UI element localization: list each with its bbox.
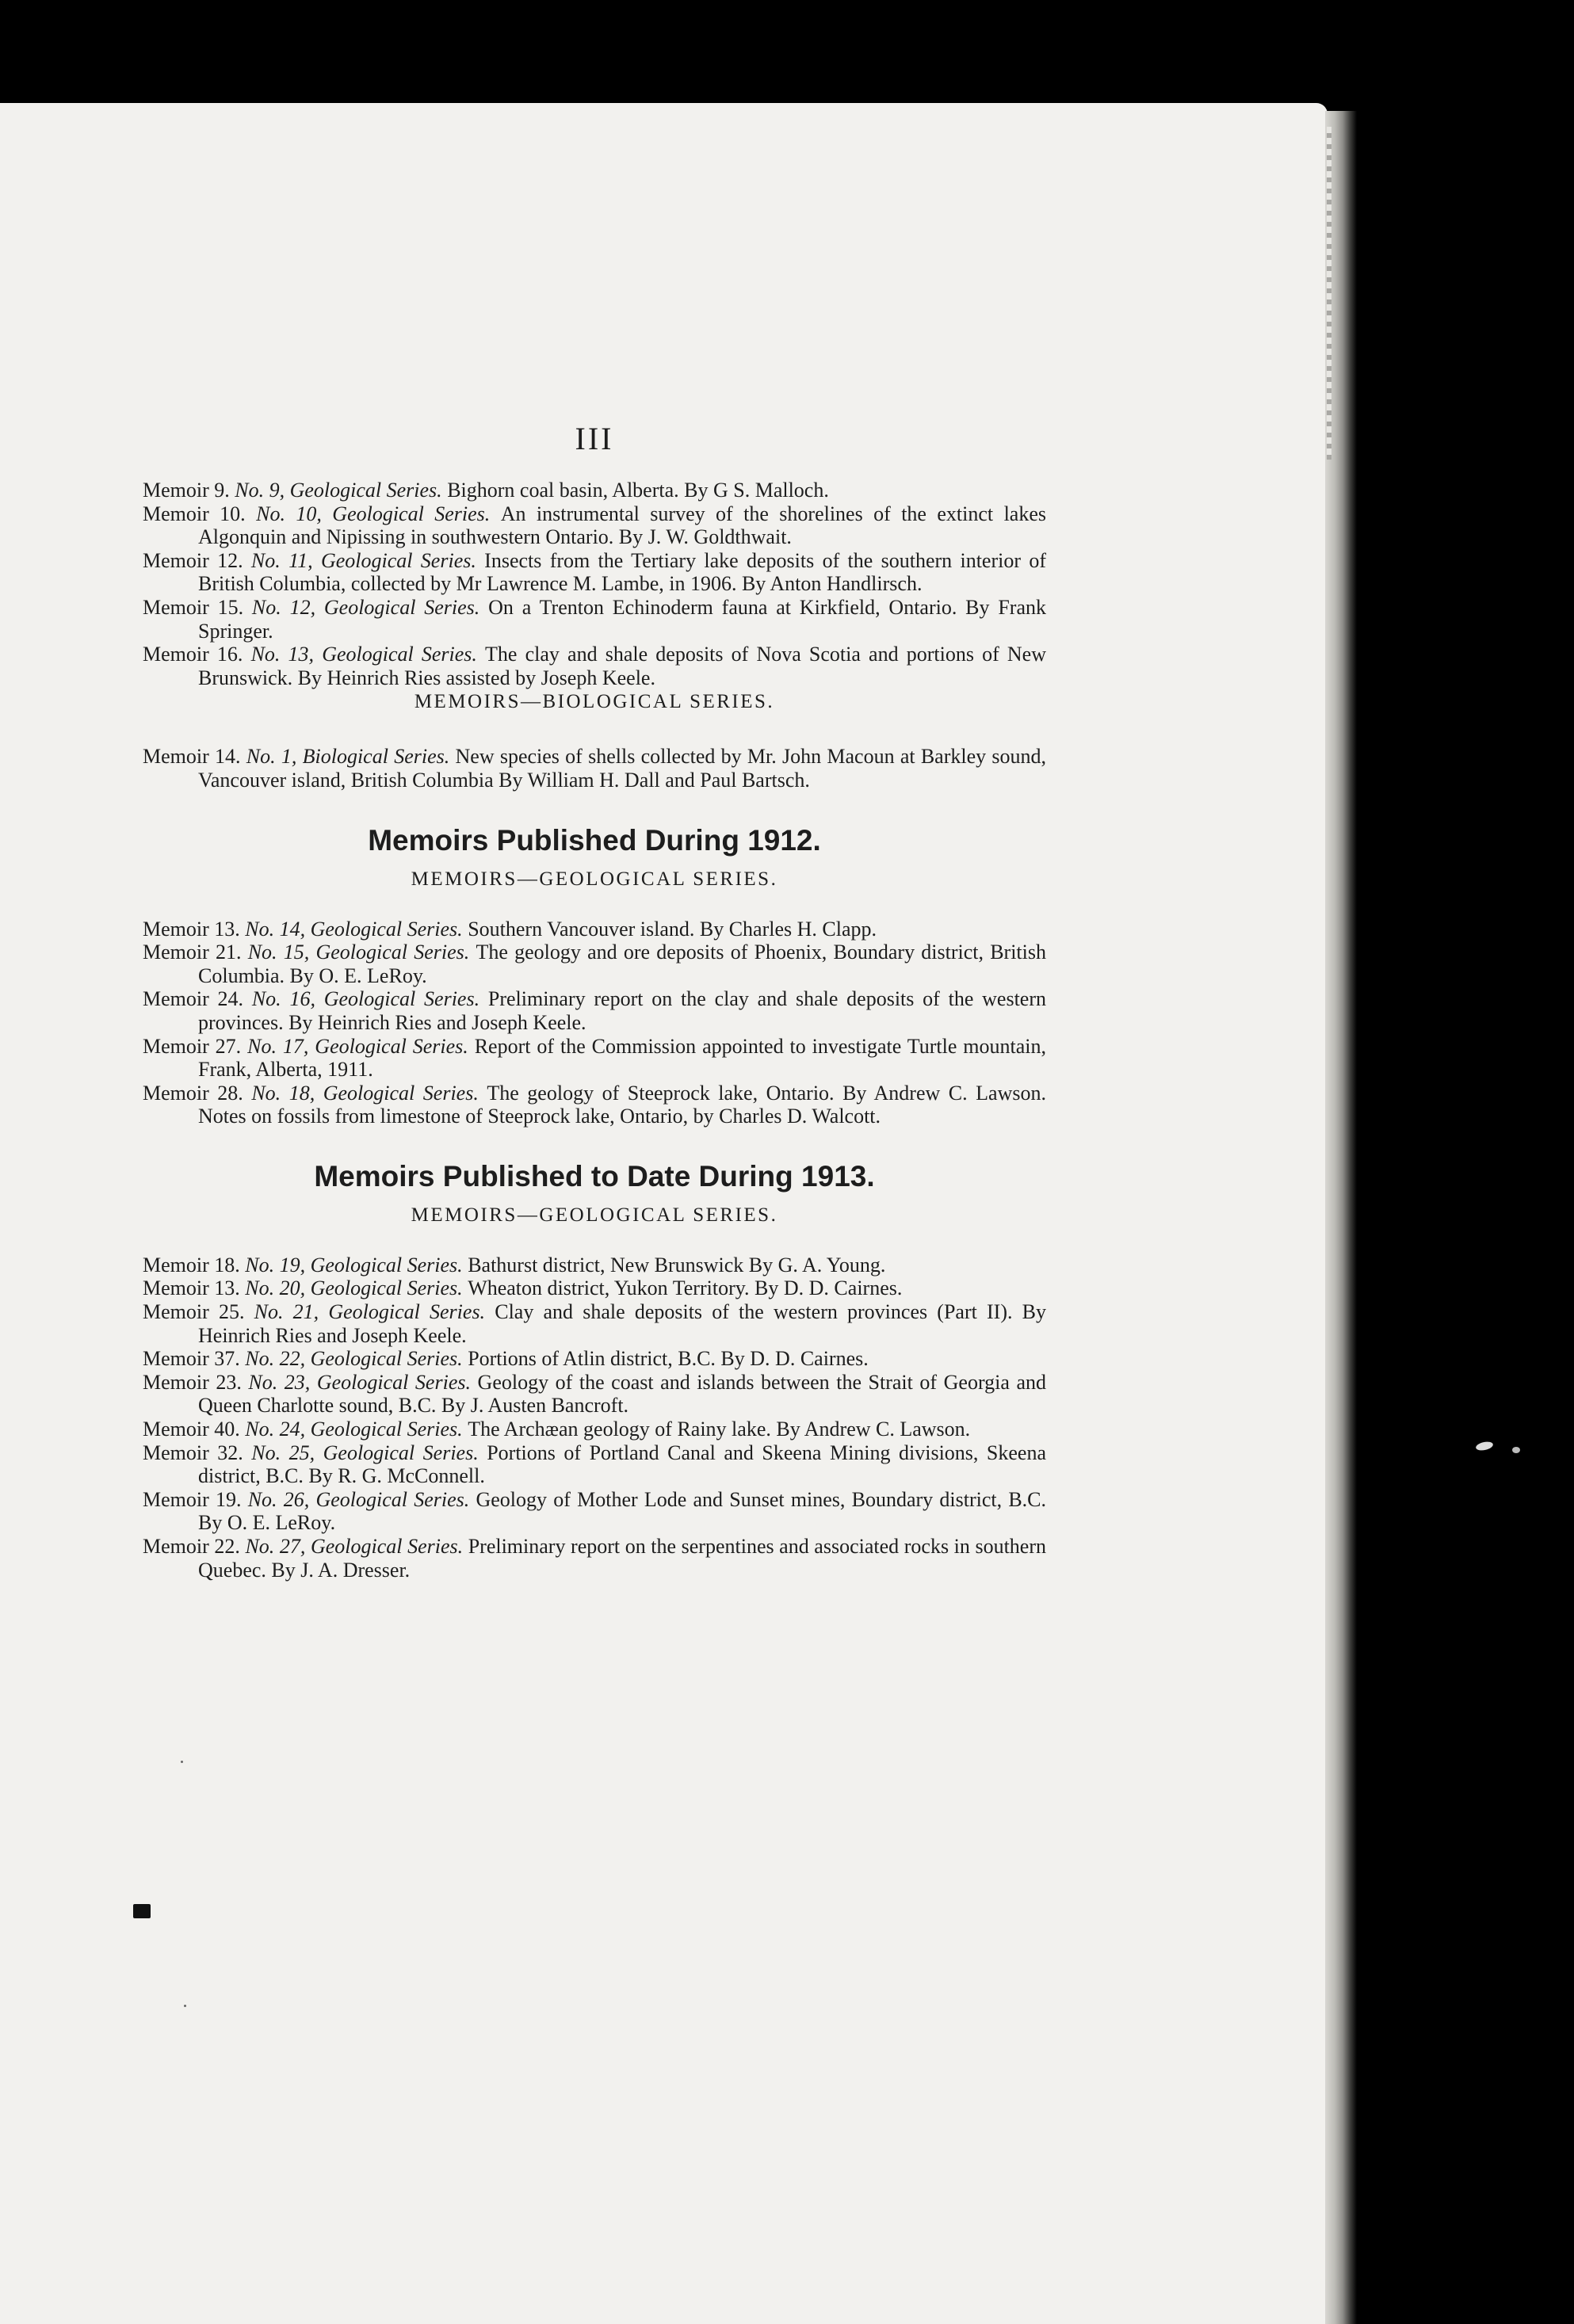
memoir-label: Memoir 28. <box>143 1081 252 1105</box>
memoir-label: Memoir 19. <box>143 1487 248 1511</box>
memoir-description: Portions of Portland Canal and Skeena Mining divisions, Skeena district, B.C. By R. G. McConnell. <box>198 1441 1047 1488</box>
series-number: No. 25, Geological Series. <box>251 1441 487 1464</box>
memoir-label: Memoir 9. <box>143 479 235 502</box>
memoir-description: The geology of Steeprock lake, Ontario. By Andrew C. Lawson. Notes on fossils from limestone of Steeprock lake, Ontario, by Charles D. Walcott. <box>198 1081 1046 1128</box>
section-title: Memoirs Published to Date During 1913. <box>314 1159 875 1193</box>
memoir-label: Memoir 10. <box>143 502 257 525</box>
series-number: No. 20, Geological Series. <box>245 1276 468 1300</box>
series-number: No. 1, Biological Series. <box>246 745 456 769</box>
series-number: No. 21, Geological Series. <box>254 1300 495 1324</box>
memoir-label: Memoir 32. <box>143 1441 252 1464</box>
memoir-entry <box>143 1441 1046 1488</box>
memoir-entry <box>143 941 1046 987</box>
memoir-entry <box>143 745 1046 792</box>
series-number: No. 14, Geological Series. <box>245 917 468 941</box>
ink-blot <box>133 1904 151 1918</box>
memoir-list <box>143 479 1046 1582</box>
page-number: III <box>575 421 614 456</box>
memoir-description: An instrumental survey of the shorelines of the extinct lakes Algonquin and Nipissing in southwestern Ontario. By J. W. Goldthwait. <box>198 502 1046 549</box>
memoir-description: Portions of Atlin district, B.C. By D. D. Cairnes. <box>468 1347 869 1371</box>
memoir-label: Memoir 27. <box>143 1034 248 1058</box>
series-number: No. 10, Geological Series. <box>256 502 501 525</box>
memoir-entry <box>143 479 1046 502</box>
memoir-entry <box>143 549 1046 596</box>
memoir-description: Report of the Commission appointed to investigate Turtle mountain, Frank, Alberta, 1911. <box>198 1034 1046 1082</box>
memoir-entry <box>143 987 1046 1034</box>
memoir-label: Memoir 25. <box>143 1300 254 1324</box>
memoir-label: Memoir 40. <box>143 1418 246 1441</box>
page-edge-shadow <box>1325 111 1357 2324</box>
memoir-description: Southern Vancouver island. By Charles H. Clapp. <box>468 917 877 941</box>
memoir-label: Memoir 37. <box>143 1347 246 1371</box>
series-heading: MEMOIRS—BIOLOGICAL SERIES. <box>414 691 775 713</box>
section-title: Memoirs Published During 1912. <box>368 823 821 857</box>
series-number: No. 17, Geological Series. <box>247 1034 475 1058</box>
memoir-entry <box>143 918 1046 941</box>
memoir-label: Memoir 23. <box>143 1370 249 1394</box>
memoir-entry <box>143 1035 1046 1082</box>
memoir-description: On a Trenton Echinoderm fauna at Kirkfield, Ontario. By Frank Springer. <box>198 595 1046 643</box>
memoir-description: Bighorn coal basin, Alberta. By G S. Malloch. <box>447 479 829 502</box>
memoir-entry <box>143 1276 1046 1300</box>
document-body <box>143 420 1046 1582</box>
memoir-label: Memoir 13. <box>143 917 246 941</box>
series-number: No. 12, Geological Series. <box>251 595 489 619</box>
series-number: No. 16, Geological Series. <box>251 987 488 1011</box>
memoir-label: Memoir 12. <box>143 548 251 572</box>
memoir-description: The clay and shale deposits of Nova Scotia and portions of New Brunswick. By Heinrich Ries assisted by Joseph Keele. <box>198 643 1047 689</box>
series-heading: MEMOIRS—GEOLOGICAL SERIES. <box>411 868 778 890</box>
memoir-label: Memoir 22. <box>143 1535 246 1558</box>
memoir-description: New species of shells collected by Mr. John Macoun at Barkley sound, Vancouver island, British Columbia By William H. Dall and Paul Bartsch. <box>198 745 1047 792</box>
memoir-label: Memoir 14. <box>143 745 246 769</box>
scan-speck <box>181 1761 183 1763</box>
series-number: No. 24, Geological Series. <box>245 1418 468 1441</box>
series-number: No. 23, Geological Series. <box>248 1370 478 1394</box>
memoir-entry <box>143 502 1046 549</box>
series-number: No. 13, Geological Series. <box>250 643 486 666</box>
memoir-label: Memoir 16. <box>143 643 251 666</box>
series-number: No. 11, Geological Series. <box>250 548 485 572</box>
series-number: No. 27, Geological Series. <box>245 1535 468 1558</box>
memoir-description: Preliminary report on the clay and shale deposits of the western provinces. By Heinrich Ries and Joseph Keele. <box>198 987 1046 1034</box>
memoir-description: Insects from the Tertiary lake deposits of the southern interior of British Columbia, collected by Mr Lawrence M. Lambe, in 1906. By Anton Handlirsch. <box>198 548 1046 596</box>
memoir-entry <box>143 1535 1046 1582</box>
memoir-label: Memoir 13. <box>143 1276 246 1300</box>
series-number: No. 15, Geological Series. <box>247 941 476 964</box>
series-number: No. 19, Geological Series. <box>245 1253 468 1276</box>
series-number: No. 18, Geological Series. <box>251 1081 487 1105</box>
memoir-entry <box>143 1488 1046 1535</box>
series-number: No. 9, Geological Series. <box>235 479 448 502</box>
memoir-entry <box>143 1418 1046 1441</box>
memoir-label: Memoir 21. <box>143 941 248 964</box>
memoir-description: Clay and shale deposits of the western provinces (Part II). By Heinrich Ries and Joseph Keele. <box>198 1300 1046 1347</box>
scan-smudge <box>1512 1447 1520 1453</box>
memoir-entry <box>143 596 1046 643</box>
memoir-entry <box>143 1300 1046 1347</box>
memoir-entry <box>143 1082 1046 1128</box>
memoir-description: Wheaton district, Yukon Territory. By D. D. Cairnes. <box>468 1276 903 1300</box>
series-number: No. 22, Geological Series. <box>245 1347 468 1371</box>
memoir-description: Preliminary report on the serpentines and associated rocks in southern Quebec. By J. A. Dresser. <box>198 1535 1046 1582</box>
memoir-label: Memoir 24. <box>143 987 252 1011</box>
memoir-entry <box>143 1254 1046 1277</box>
scan-speck <box>184 2005 186 2007</box>
memoir-entry <box>143 1347 1046 1371</box>
series-heading: MEMOIRS—GEOLOGICAL SERIES. <box>411 1204 778 1226</box>
memoir-description: The geology and ore deposits of Phoenix, Boundary district, British Columbia. By O. E. LeRoy. <box>198 941 1046 987</box>
memoir-entry <box>143 643 1046 689</box>
memoir-entry <box>143 1371 1046 1418</box>
memoir-description: Geology of the coast and islands between the Strait of Georgia and Queen Charlotte sound, B.C. By J. Austen Bancroft. <box>198 1370 1047 1418</box>
scan-smudge <box>1475 1441 1494 1452</box>
series-number: No. 26, Geological Series. <box>247 1487 476 1511</box>
memoir-description: The Archæan geology of Rainy lake. By Andrew C. Lawson. <box>468 1418 971 1441</box>
memoir-description: Geology of Mother Lode and Sunset mines, Boundary district, B.C. By O. E. LeRoy. <box>198 1487 1046 1535</box>
memoir-description: Bathurst district, New Brunswick By G. A. Young. <box>468 1253 886 1276</box>
memoir-label: Memoir 18. <box>143 1253 246 1276</box>
memoir-label: Memoir 15. <box>143 595 252 619</box>
